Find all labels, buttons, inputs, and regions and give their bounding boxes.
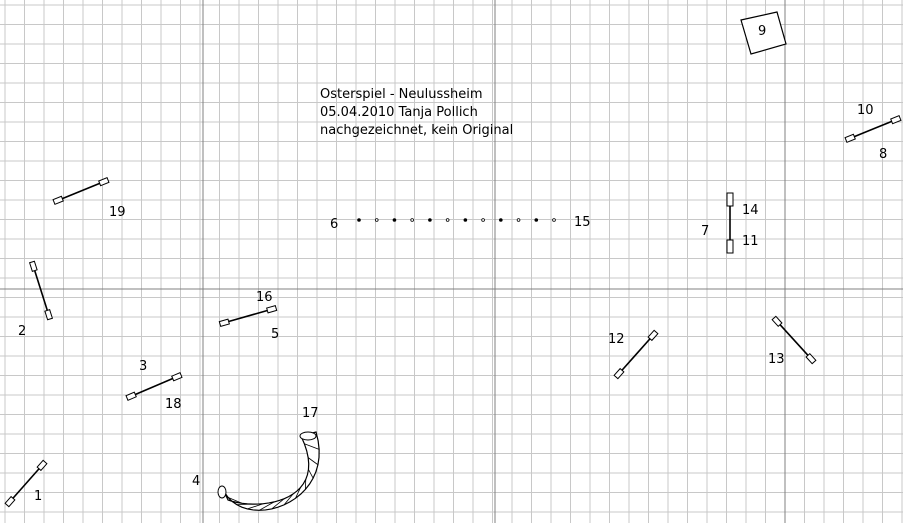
obstacle-number: 15	[574, 215, 591, 230]
jump-stand	[614, 369, 624, 379]
weave-pole	[482, 219, 485, 222]
jump-bar	[35, 271, 48, 311]
weave-pole	[553, 219, 556, 222]
jump-bar	[622, 339, 650, 371]
note-line: nachgezeichnet, kein Original	[320, 123, 514, 138]
obstacle-number: 7	[701, 224, 710, 239]
jump-bar	[229, 310, 268, 321]
weave-pole	[535, 219, 538, 222]
weave-pole	[358, 219, 361, 222]
obstacle-number: 11	[742, 234, 759, 249]
jump-stand	[727, 240, 733, 253]
jump-bar	[135, 379, 172, 395]
weave-pole	[517, 219, 520, 222]
jump-2	[30, 261, 53, 320]
jump-stand	[727, 193, 733, 206]
double-jump-7-14-11	[727, 193, 733, 253]
title-block	[320, 86, 513, 140]
jump-10-8	[845, 116, 901, 143]
obstacle-number: 4	[192, 474, 201, 489]
jump-stand	[219, 319, 229, 326]
obstacle-number: 13	[768, 352, 785, 367]
jump-stand	[30, 261, 37, 271]
tunnel-opening	[218, 486, 226, 498]
jump-stand	[53, 196, 63, 204]
jump-stand	[772, 316, 782, 326]
weave-pole	[429, 219, 432, 222]
jump-stand	[126, 392, 136, 400]
obstacle-number: 1	[34, 489, 43, 504]
obstacle-number: 10	[857, 103, 874, 118]
obstacle-number: 2	[18, 324, 27, 339]
weave-pole	[464, 219, 467, 222]
tunnel-hatch	[237, 504, 253, 505]
weave-pole	[499, 219, 502, 222]
obstacle-number: 12	[608, 332, 625, 347]
title-line: Osterspiel - Neulussheim	[320, 87, 483, 102]
tunnel-4-17	[218, 432, 319, 510]
jump-bar	[62, 183, 99, 198]
obstacle-number: 9	[758, 24, 767, 39]
obstacle-number: 6	[330, 217, 339, 232]
weave-pole	[375, 219, 378, 222]
jump-bar	[854, 121, 891, 136]
obstacle-number: 18	[165, 397, 182, 412]
jump-bar	[780, 325, 808, 356]
weave-pole	[393, 219, 396, 222]
obstacle-number: 3	[139, 359, 148, 374]
jump-stand	[5, 497, 15, 507]
obstacle-number: 19	[109, 205, 126, 220]
date-author-line: 05.04.2010 Tanja Pollich	[320, 105, 478, 120]
obstacle-number: 14	[742, 203, 759, 218]
obstacle-number: 17	[302, 406, 319, 421]
obstacle-number: 5	[271, 327, 280, 342]
obstacle-number: 16	[256, 290, 273, 305]
jump-stand	[37, 460, 47, 470]
weave-pole	[411, 219, 414, 222]
jump-stand	[45, 310, 52, 320]
jump-16-5	[219, 306, 276, 327]
jump-stand	[267, 306, 277, 313]
tunnel-opening	[300, 432, 316, 440]
jump-stand	[891, 116, 901, 124]
jump-stand	[806, 354, 816, 364]
jump-stand	[648, 330, 658, 340]
weave-pole	[446, 219, 449, 222]
obstacle-number: 8	[879, 147, 888, 162]
jump-stand	[99, 178, 109, 186]
